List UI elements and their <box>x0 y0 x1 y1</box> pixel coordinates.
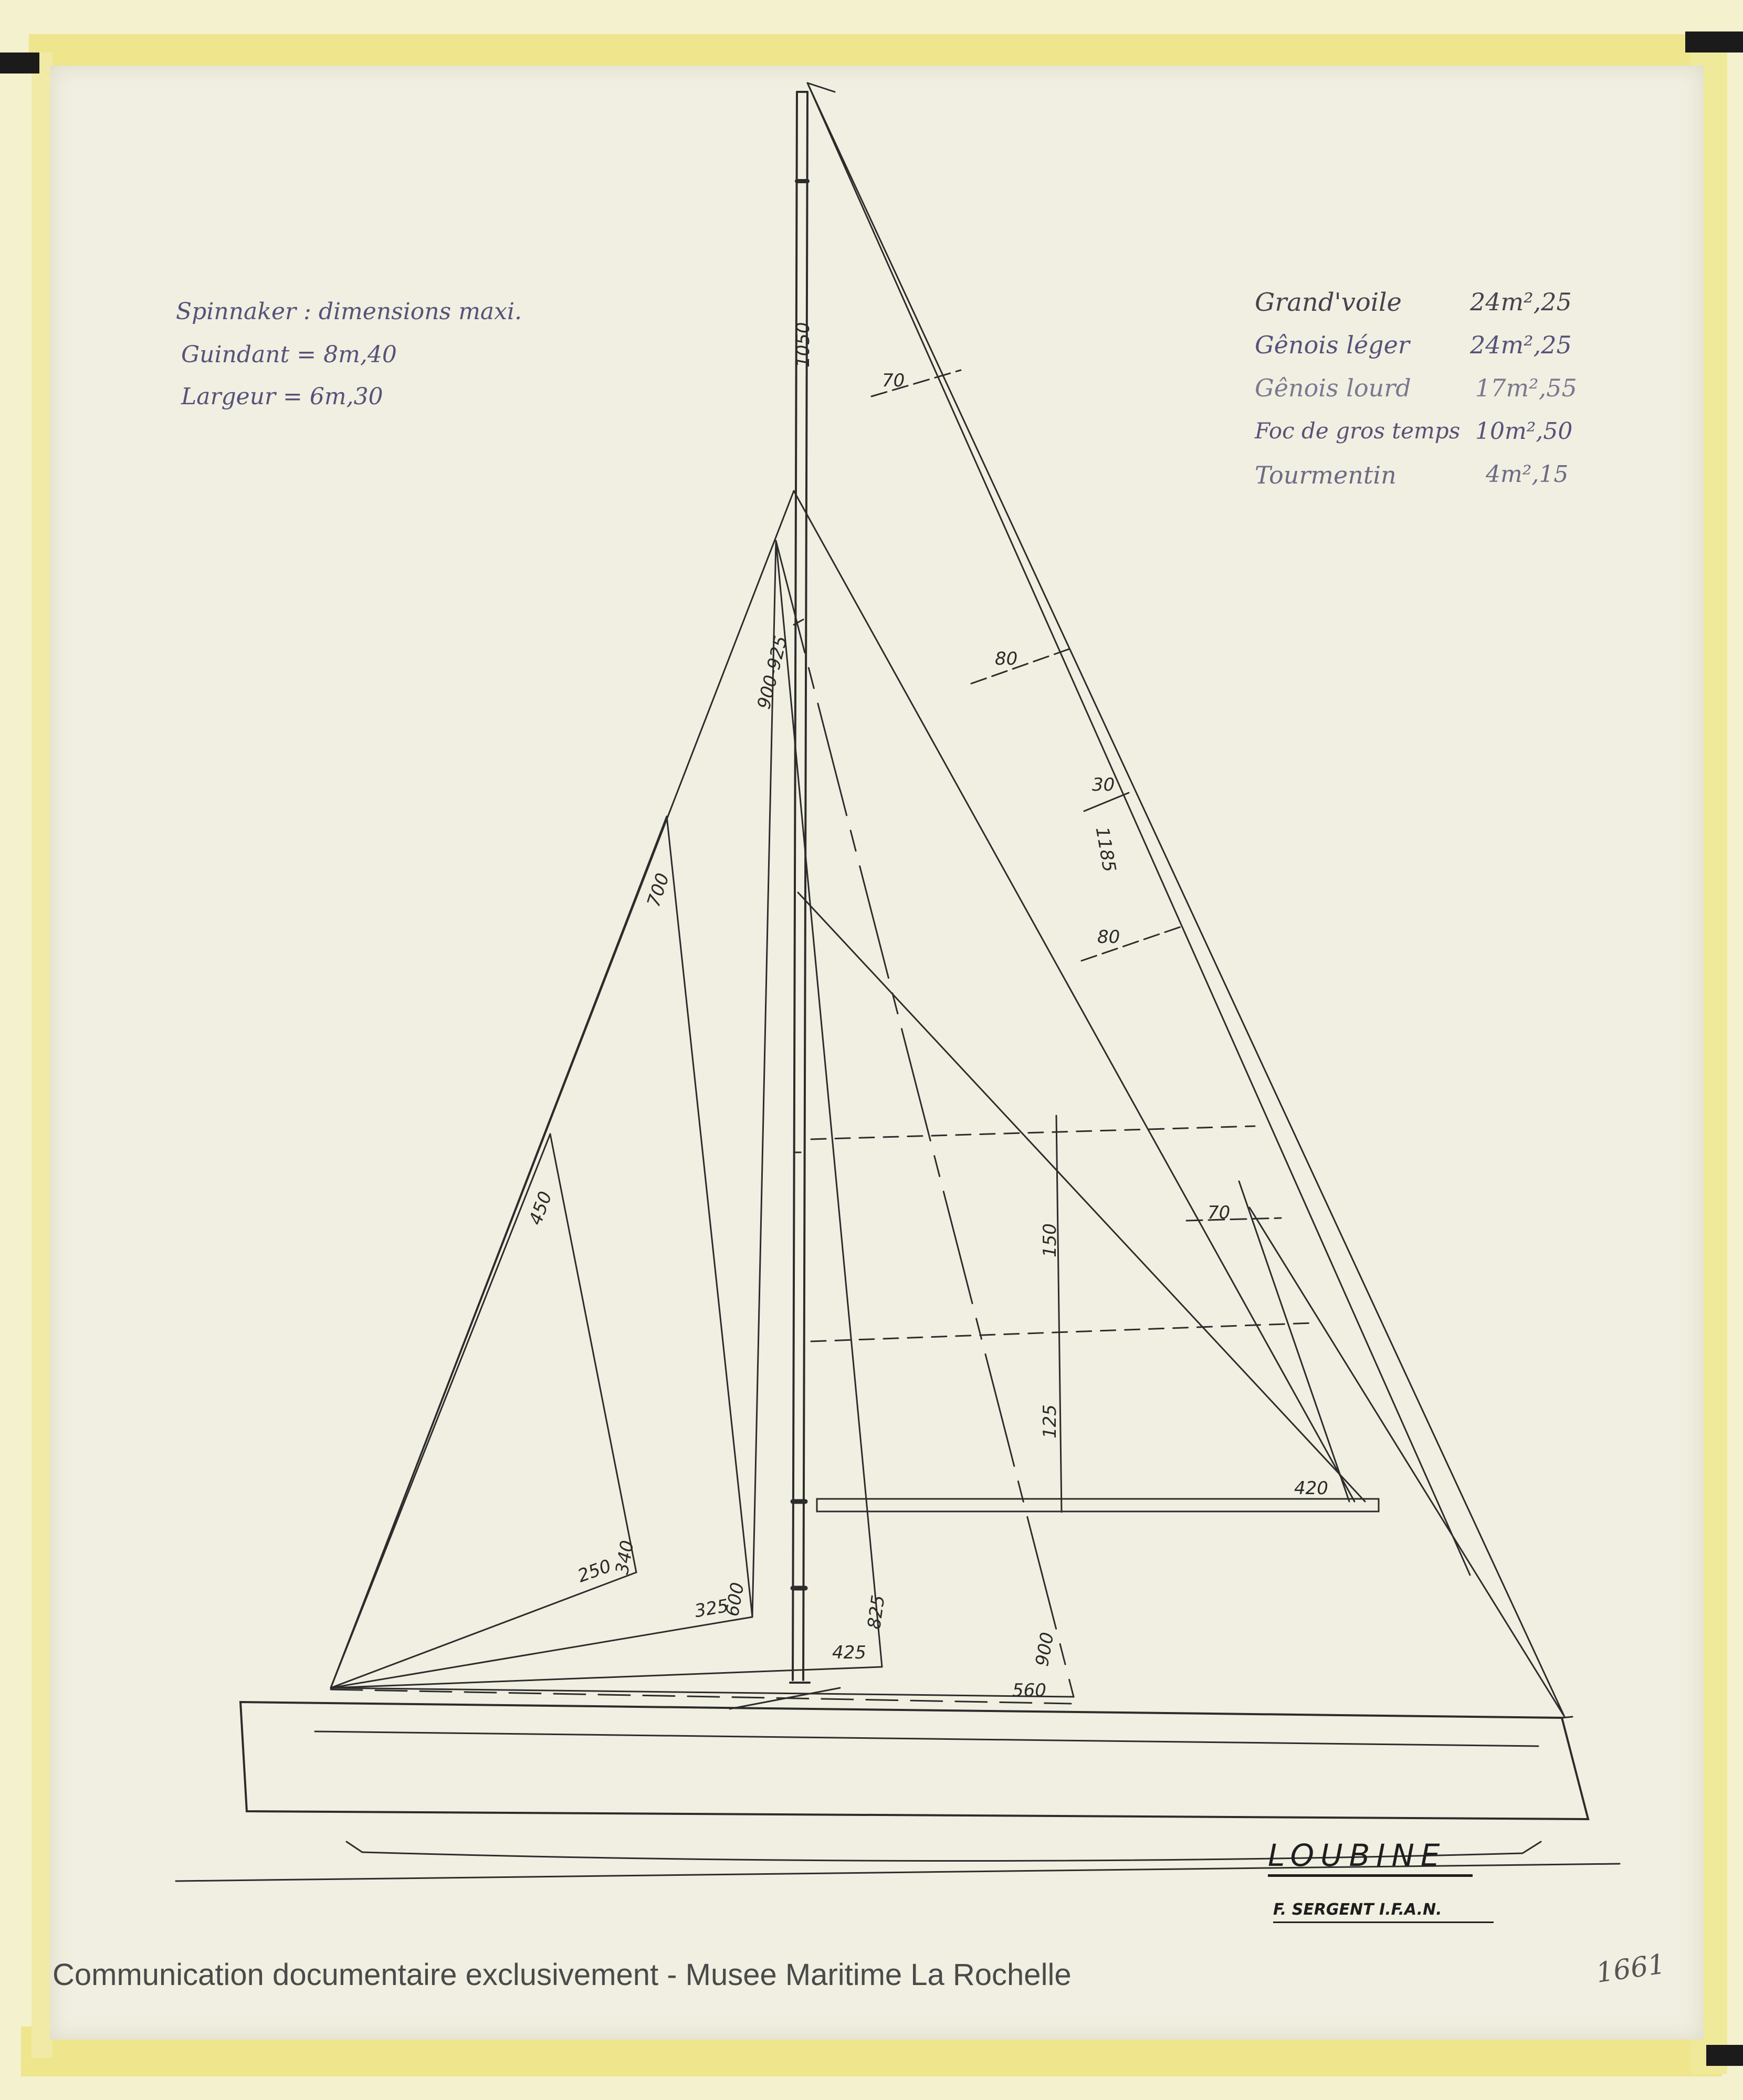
sail-area-value-5: 4m²,15 <box>1486 461 1569 488</box>
designer-name: F. SERGENT I.F.A.N. <box>1273 1900 1442 1919</box>
spinnaker-guindant: Guindant = 8m,40 <box>181 341 397 368</box>
sail-700-leech <box>667 816 752 1617</box>
reef-line-upper <box>811 1126 1255 1139</box>
batten-30 <box>1084 793 1129 811</box>
archive-reference: 1661 <box>1594 1948 1667 1989</box>
dim-batten-70-lower: 70 <box>1208 1202 1231 1223</box>
keel-end-aft <box>346 1842 362 1852</box>
sail-area-name-5: Tourmentin <box>1255 461 1396 489</box>
sail-area-name-2: Gênois léger <box>1255 331 1410 359</box>
dim-900: 900 <box>1032 1631 1058 1668</box>
dim-600: 600 <box>722 1581 749 1618</box>
sail-450-luff <box>331 1134 550 1688</box>
storm-jib-leech <box>798 892 1365 1502</box>
title-underline <box>1268 1874 1473 1877</box>
dim-batten-30: 30 <box>1092 774 1115 795</box>
dim-leech: 1185 <box>1091 825 1120 874</box>
dim-batten-80-lower: 80 <box>1097 927 1120 948</box>
dim-batten-80-upper: 80 <box>995 648 1018 669</box>
dim-reef-150: 150 <box>1040 1223 1060 1257</box>
foot-425 <box>331 1667 882 1688</box>
foot-250 <box>331 1572 636 1688</box>
dim-325: 325 <box>693 1595 730 1622</box>
spinnaker-heading: Spinnaker : dimensions maxi. <box>176 298 522 325</box>
sail-area-name-4: Foc de gros temps <box>1255 418 1461 444</box>
boom <box>817 1499 1379 1511</box>
dim-560: 560 <box>1012 1680 1046 1701</box>
batten-70-lower <box>1186 1218 1281 1221</box>
batten-80-lower <box>1082 927 1181 961</box>
sail-450-leech <box>550 1134 636 1572</box>
boat-title: LOUBINE <box>1268 1838 1446 1873</box>
batten-80-upper <box>971 648 1071 684</box>
dim-340: 340 <box>612 1539 638 1576</box>
dim-reef-125: 125 <box>1040 1404 1060 1438</box>
jib-dashed-luff <box>776 541 1074 1697</box>
sail-area-name-1: Grand'voile <box>1255 288 1402 317</box>
sail-area-value-1: 24m²,25 <box>1470 288 1572 316</box>
jib-leech <box>776 541 882 1667</box>
watermark-text: Communication documentaire exclusivement - Musee Maritime La Rochelle <box>52 1958 1072 1992</box>
genoa-leech <box>794 491 1354 1502</box>
foot-325 <box>331 1617 752 1688</box>
hull-sheer-line <box>315 1731 1538 1746</box>
spinnaker-largeur: Largeur = 6m,30 <box>181 383 383 410</box>
dim-mast-height: 1050 <box>793 322 814 368</box>
dim-jib-luff: 900-925 <box>753 634 792 711</box>
dim-top-batten: 70 <box>882 370 905 391</box>
hull-bow-tip <box>1562 1717 1572 1718</box>
dim-boom-420: 420 <box>1294 1478 1328 1499</box>
sail-area-value-3: 17m²,55 <box>1475 374 1577 402</box>
dim-425: 425 <box>832 1642 866 1663</box>
bow-stay-2 <box>1250 1208 1564 1717</box>
dim-825: 825 <box>864 1593 889 1631</box>
dim-luff-700: 700 <box>643 870 674 910</box>
sail-area-name-3: Gênois lourd <box>1255 374 1411 402</box>
dim-luff-450: 450 <box>525 1189 556 1228</box>
dim-250: 250 <box>575 1555 614 1587</box>
keel-end-fwd <box>1522 1842 1541 1853</box>
reef-line-lower <box>811 1323 1312 1341</box>
forestay <box>807 83 1564 1717</box>
sail-area-value-2: 24m²,25 <box>1470 331 1572 359</box>
author-underline <box>1273 1922 1494 1923</box>
sail-area-value-4: 10m²,50 <box>1475 418 1573 445</box>
hull-outline <box>240 1702 1588 1819</box>
